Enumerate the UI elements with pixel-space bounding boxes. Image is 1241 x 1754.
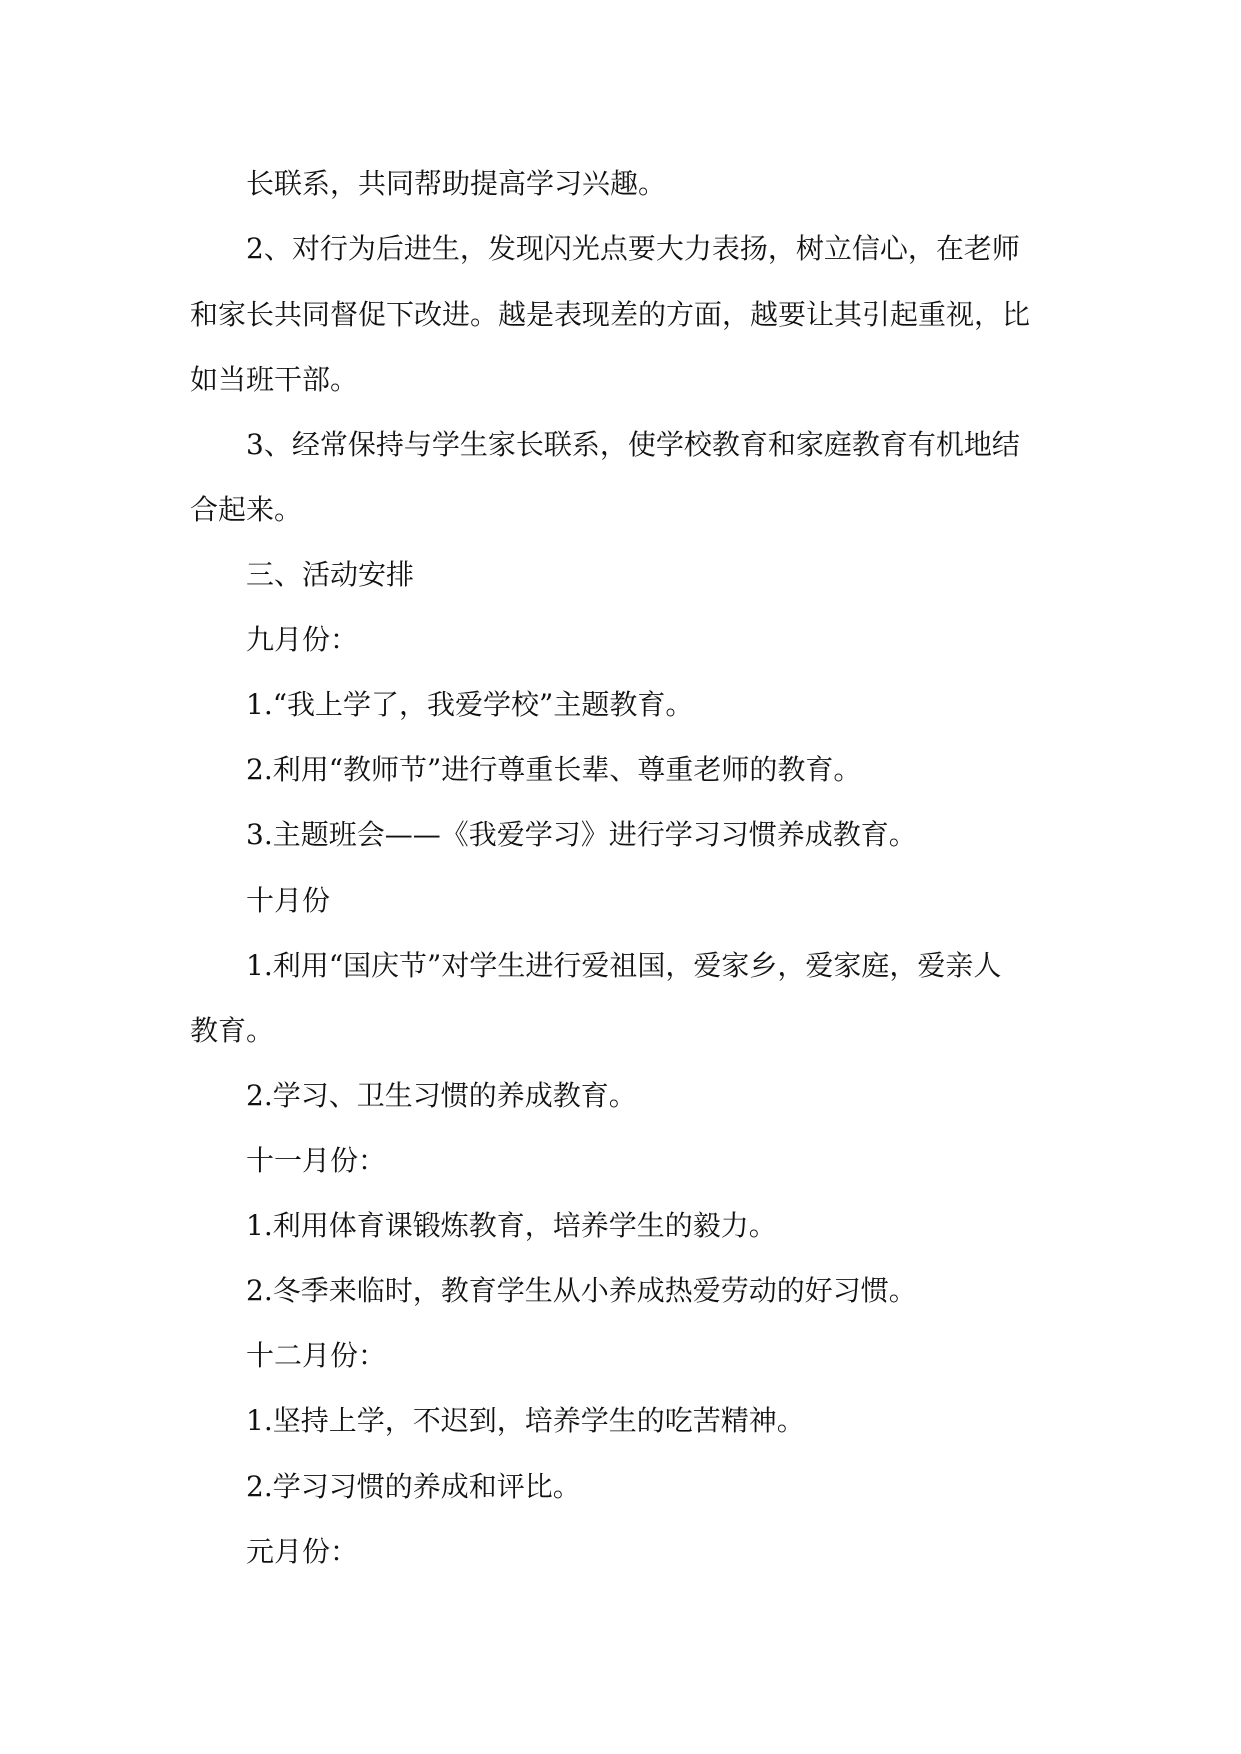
list-item: 1.“我上学了，我爱学校”主题教育。: [246, 688, 694, 721]
text-line: 和家长共同督促下改进。越是表现差的方面，越要让其引起重视，比: [190, 298, 1031, 331]
section-heading: 三、活动安排: [246, 558, 415, 591]
month-heading: 十一月份：: [246, 1144, 387, 1177]
text-line: 3、经常保持与学生家长联系，使学校教育和家庭教育有机地结: [246, 428, 1020, 461]
list-item: 1.利用体育课锻炼教育，培养学生的毅力。: [246, 1209, 777, 1242]
list-item: 1.坚持上学，不迟到，培养学生的吃苦精神。: [246, 1404, 805, 1437]
text-line: 合起来。: [190, 493, 303, 526]
month-heading: 十月份: [246, 884, 331, 917]
text-line: 教育。: [190, 1014, 275, 1047]
text-line: 长联系，共同帮助提高学习兴趣。: [246, 167, 667, 200]
list-item: 3.主题班会——《我爱学习》进行学习习惯养成教育。: [246, 818, 917, 851]
list-item: 2.冬季来临时，教育学生从小养成热爱劳动的好习惯。: [246, 1274, 917, 1307]
month-heading: 九月份：: [246, 623, 359, 656]
text-line: 2、对行为后进生，发现闪光点要大力表扬，树立信心，在老师: [246, 232, 1020, 265]
month-heading: 十二月份：: [246, 1339, 387, 1372]
text-line: 如当班干部。: [190, 363, 359, 396]
month-heading: 元月份：: [246, 1535, 359, 1568]
list-item: 2.学习、卫生习惯的养成教育。: [246, 1079, 637, 1112]
list-item: 2.学习习惯的养成和评比。: [246, 1470, 581, 1503]
list-item: 2.利用“教师节”进行尊重长辈、尊重老师的教育。: [246, 753, 862, 786]
list-item: 1.利用“国庆节”对学生进行爱祖国，爱家乡，爱家庭，爱亲人: [246, 949, 1002, 982]
